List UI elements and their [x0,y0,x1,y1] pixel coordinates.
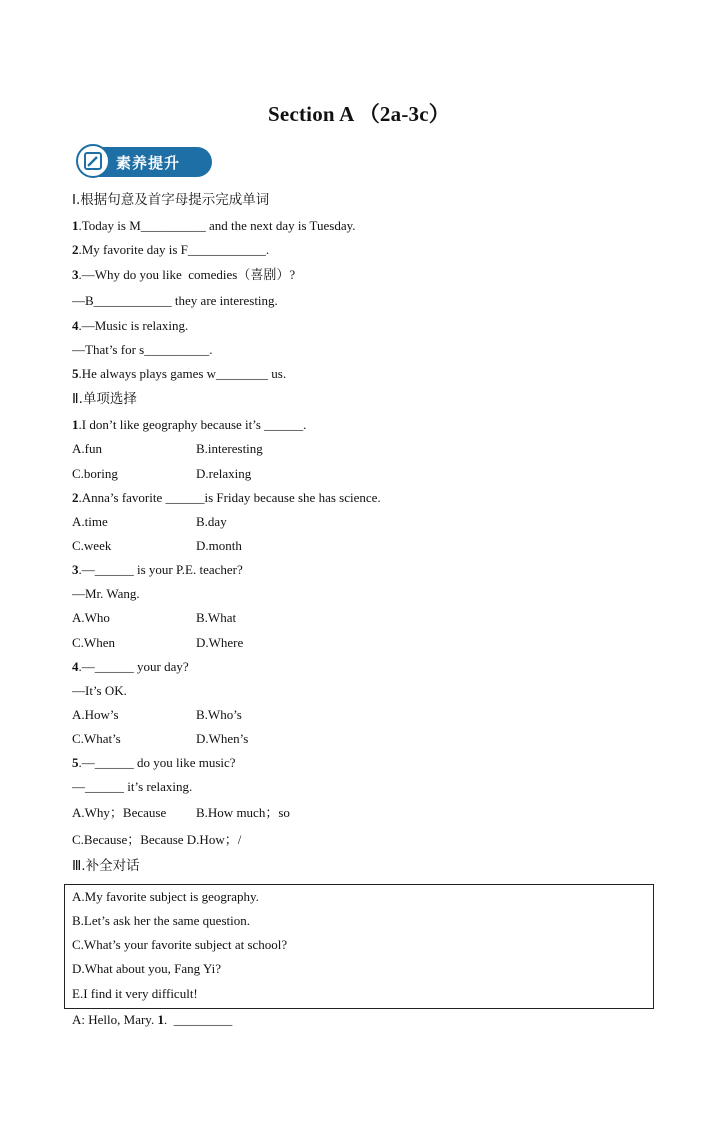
section-banner [76,144,212,180]
question-reply: —It’s OK. [72,683,127,698]
option: D.Where [196,635,244,650]
box-option: C.What’s your favorite subject at school? [72,937,288,952]
option: A.time [72,514,108,529]
box-option: D.What about you, Fang Yi? [72,961,221,976]
option: A.How’s [72,707,119,722]
box-option: E.I find it very difficult! [72,986,198,1001]
part1-item: 2.My favorite day is F____________. [72,242,270,257]
question-stem: 2.Anna’s favorite ______is Friday because she has science. [72,490,381,505]
part2-heading: Ⅱ.单项选择 [72,391,137,407]
options-box [64,884,654,1009]
part1-item: 3.—Why do you like comedies（喜剧）? [72,267,296,282]
part3-heading: Ⅲ.补全对话 [72,858,140,874]
box-option: A.My favorite subject is geography. [72,889,259,904]
page-title: Section A （2a-3c） [268,102,450,126]
part1-item: 4.—Music is relaxing. [72,318,189,333]
option: C.When [72,635,115,650]
option: B.How much；so [196,805,290,820]
dialogue-line: A: Hello, Mary. 1. _________ [72,1012,233,1027]
pencil-icon [76,144,110,178]
question-reply: —______ it’s relaxing. [72,779,193,794]
option: B.Who’s [196,707,242,722]
option: A.Why；Because [72,805,167,820]
part1-item: —B____________ they are interesting. [72,293,278,308]
banner-label: 素养提升 [116,154,181,172]
option: D.month [196,538,242,553]
option: B.day [196,514,227,529]
question-stem: 1.I don’t like geography because it’s ______. [72,417,307,432]
part1-heading: Ⅰ.根据句意及首字母提示完成单词 [72,192,270,208]
question-stem: 3.—______ is your P.E. teacher? [72,562,243,577]
part1-item: 5.He always plays games w________ us. [72,366,287,381]
option: D.When’s [196,731,249,746]
option-line: C.Because；Because D.How；/ [72,832,242,847]
option: B.What [196,610,237,625]
question-stem: 4.—______ your day? [72,659,189,674]
option: D.relaxing [196,466,252,481]
option: A.fun [72,441,102,456]
question-reply: —Mr. Wang. [72,586,140,601]
part1-item: —That’s for s__________. [72,342,213,357]
option: C.week [72,538,112,553]
box-option: B.Let’s ask her the same question. [72,913,250,928]
option: C.boring [72,466,118,481]
part1-item: 1.Today is M__________ and the next day is Tuesday. [72,218,356,233]
question-stem: 5.—______ do you like music? [72,755,236,770]
option: A.Who [72,610,110,625]
option: C.What’s [72,731,121,746]
option: B.interesting [196,441,263,456]
